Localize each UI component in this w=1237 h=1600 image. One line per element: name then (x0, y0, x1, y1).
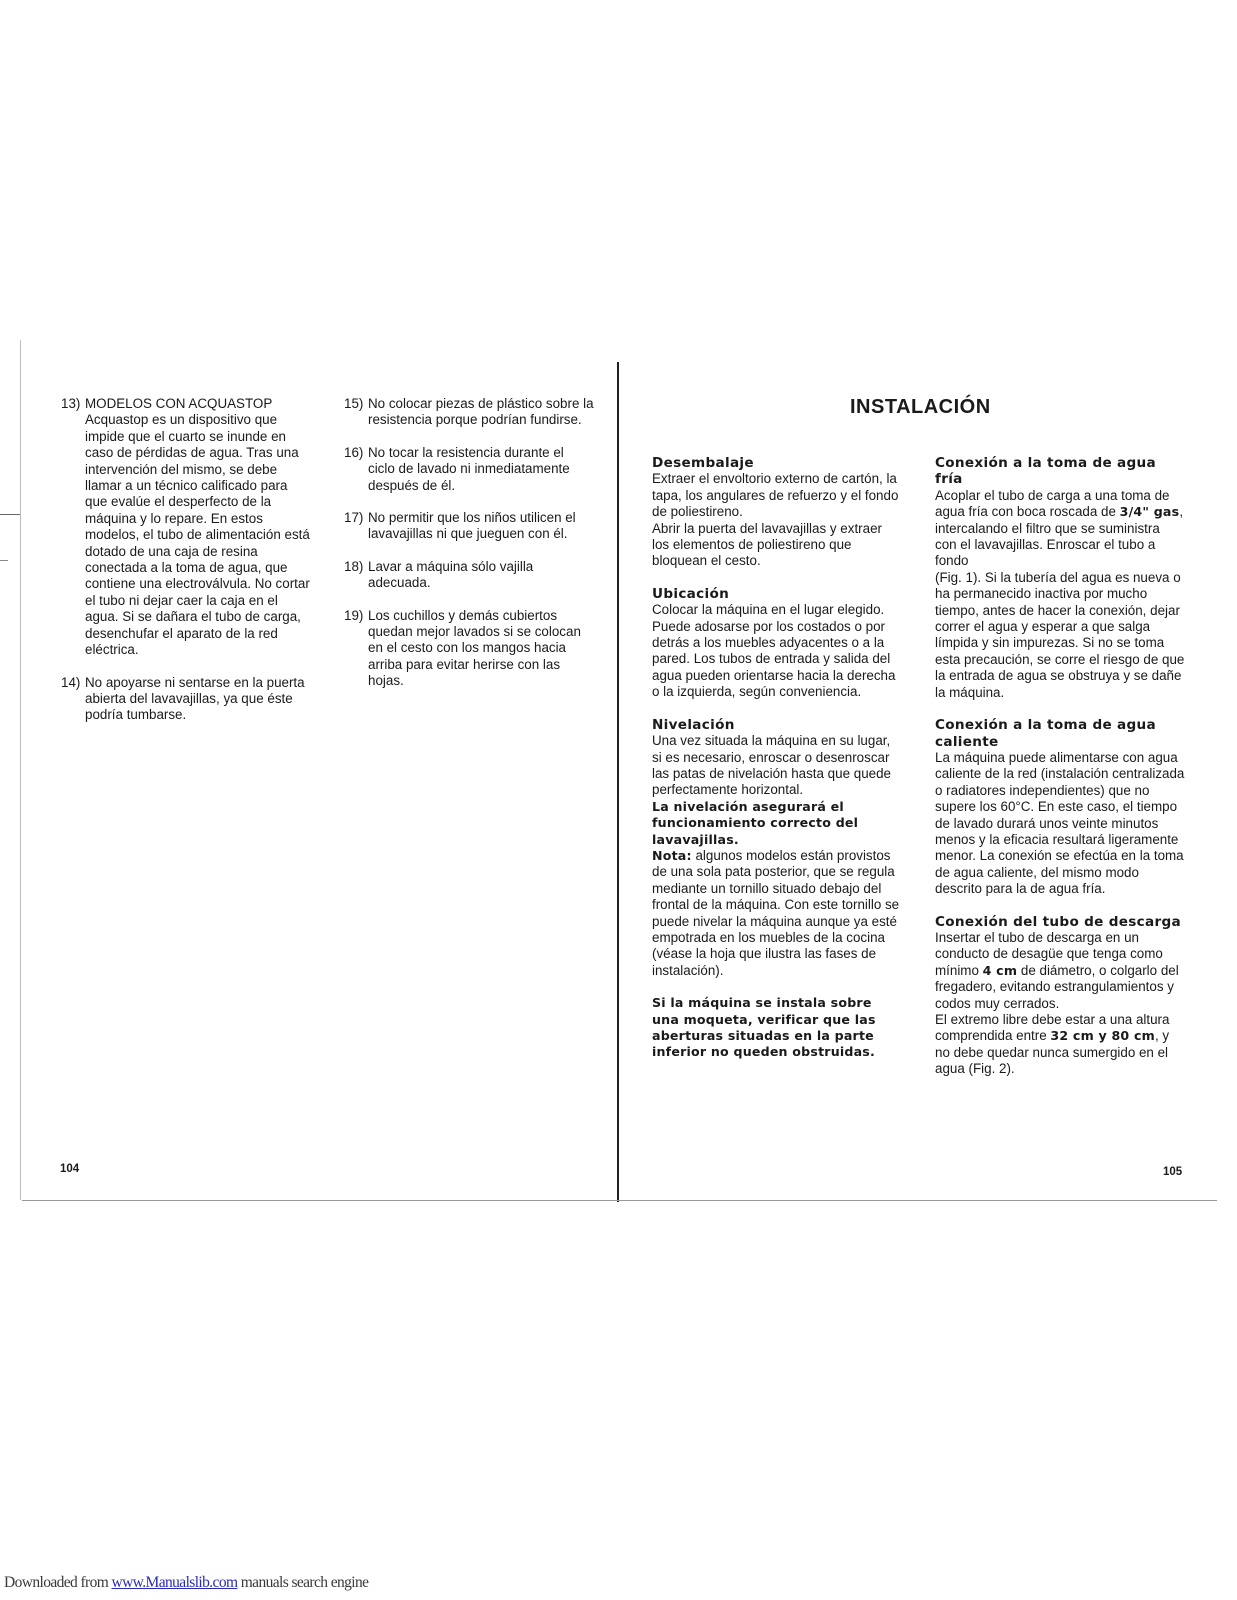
page-number-left: 104 (60, 1163, 80, 1175)
text-run: Insertar el tubo de descarga en un conducto de desagüe que tenga como mínimo (935, 929, 1163, 978)
list-item (61, 675, 311, 724)
section-heading: Conexión del tubo de descarga (935, 913, 1181, 930)
item-number: 13) (61, 396, 81, 411)
paragraph: Una vez situada la máquina en su lugar, si es necesario, enroscar o desenroscar las patas de nivelación hasta que quede perfectamente horizontal. (652, 733, 891, 798)
section-heading: Conexión a la toma de agua fría (935, 455, 1157, 488)
list-item (344, 559, 594, 592)
page-title: INSTALACIÓN (850, 396, 991, 418)
section-agua-caliente (935, 717, 1185, 897)
bold-run: 32 cm y 80 cm (1050, 1028, 1155, 1044)
manualslib-link[interactable]: www.Manualslib.com (111, 1574, 238, 1591)
paragraph: Colocar la máquina en el lugar elegido. Puede adosarse por los costados o por detrás a los muebles adyacentes o a la pared. Los tubos de entrada y salida del agua pueden orientarse hacia la derecha o la izquierda, según conveniencia. (652, 602, 896, 700)
paragraph: (Fig. 1). Si la tubería del agua es nueva o ha permanecido inactiva por mucho tiempo, antes de hacer la conexión, dejar correr el agua y esperar a que salga límpida y sin impurezas. Si no se toma esta precaución, se corre el riesgo de que la entrada de agua se obstruya y se dañe la máquina. (935, 569, 1185, 700)
note-label: Nota: (652, 847, 692, 863)
right-page-column-1 (652, 455, 900, 1077)
section-heading: Conexión a la toma de agua caliente (935, 717, 1157, 750)
list-item (344, 510, 594, 543)
left-margin-line (20, 340, 21, 1200)
right-page-column-2 (935, 455, 1185, 1094)
section-heading: Ubicación (652, 585, 730, 602)
item-number: 14) (61, 674, 81, 690)
footer-suffix: manuals search engine (237, 1574, 369, 1591)
bold-run: 4 cm (982, 962, 1018, 978)
bold-paragraph: La nivelación asegurará el funcionamiento correcto del lavavajillas. (652, 798, 859, 847)
text-run: El extremo libre debe estar a una altura comprendida entre (935, 1012, 1170, 1044)
page-number-right: 105 (1163, 1166, 1183, 1178)
section-ubicacion (652, 586, 900, 701)
item-number: 16) (344, 444, 364, 460)
item-number: 19) (344, 607, 364, 623)
item-number: 18) (344, 558, 364, 574)
section-moqueta (652, 995, 900, 1061)
margin-tick (0, 560, 8, 561)
text-run: de diámetro, o colgarlo del fregadero, evitando estrangulamientos y codos muy cerrados. (935, 962, 1179, 1011)
paragraph (935, 1012, 1185, 1078)
warning-paragraph: Si la máquina se instala sobre una moqueta, verificar que las aberturas situadas en la parte inferior no queden obstruidas. (652, 995, 876, 1060)
list-item (61, 396, 311, 659)
item-number: 17) (344, 510, 364, 526)
paragraph: Extraer el envoltorio externo de cartón, la tapa, los angulares de refuerzo y el fondo de poliestireno. (652, 471, 899, 520)
download-footer (4, 1574, 368, 1592)
item-number: 15) (344, 396, 364, 411)
section-tubo-descarga (935, 914, 1185, 1078)
text-run: , intercalando el filtro que se suministra con el lavavajillas. Enroscar el tubo a fondo (935, 504, 1184, 569)
text-run: , y no debe quedar nunca sumergido en el agua (Fig. 2). (935, 1028, 1170, 1077)
item-text: No tocar la resistencia durante el ciclo de lavado ni inmediatamente después de él. (368, 444, 570, 493)
note-paragraph (652, 848, 900, 979)
item-text: Los cuchillos y demás cubiertos quedan mejor lavados si se colocan en el cesto con los mangos hacia arriba para evitar herirse con las hojas. (368, 607, 581, 689)
section-agua-fria (935, 455, 1185, 701)
paragraph: Abrir la puerta del lavavajillas y extraer los elementos de poliestireno que bloquean el cesto. (652, 520, 882, 569)
item-text: No apoyarse ni sentarse en la puerta abierta del lavavajillas, ya que éste podría tumbarse. (85, 674, 305, 723)
page-fold-line (617, 362, 619, 1202)
note-text: algunos modelos están provistos de una sola pata posterior, que se regula mediante un tornillo situado debajo del frontal de la máquina. Con este tornillo se puede nivelar la máquina aunque ya esté empotrada en los muebles de la cocina (véase la hoja que ilustra las fases de instalación). (652, 847, 900, 978)
list-item (344, 608, 594, 690)
item-text: Lavar a máquina sólo vajilla adecuada. (368, 558, 534, 591)
item-text: MODELOS CON ACQUASTOP Acquastop es un dispositivo que impide que el cuarto se inunde en caso de pérdidas de agua. Tras una intervención del mismo, se debe llamar a un técnico calificado para que evalúe el desperfecto de la máquina y lo repare. En estos modelos, el tubo de alimentación está dotado de una caja de resina conectada a la toma de agua, que contiene una electroválvula. No cortar el tubo ni dejar caer la caja en el agua. Si se dañara el tubo de carga, desenchufar el aparato de la red eléctrica. (85, 396, 310, 658)
left-page-column-1 (61, 396, 311, 740)
section-desembalaje (652, 455, 900, 570)
bottom-edge-line (22, 1200, 1217, 1201)
section-nivelacion (652, 717, 900, 980)
paragraph: La máquina puede alimentarse con agua caliente de la red (instalación centralizada o radiatores independientes) que no supere los 60°C. En este caso, el tiempo de lavado durará unos veinte minutos menos y la eficacia resultará ligeramente menor. La conexión se efectúa en la toma de agua caliente, del mismo modo descrito para la de agua fría. (935, 749, 1185, 897)
paragraph (935, 488, 1185, 570)
margin-tick (0, 514, 20, 515)
item-text: No colocar piezas de plástico sobre la resistencia porque podrían fundirse. (368, 396, 594, 428)
paragraph (935, 930, 1185, 1012)
section-heading: Nivelación (652, 716, 735, 733)
text-run: Acoplar el tubo de carga a una toma de agua fría con boca roscada de (935, 487, 1170, 520)
footer-prefix: Downloaded from (4, 1574, 112, 1591)
list-item (344, 396, 594, 429)
list-item (344, 445, 594, 494)
bold-run: 3/4" gas (1119, 504, 1180, 520)
section-heading: Desembalaje (652, 455, 754, 471)
item-text: No permitir que los niños utilicen el lavavajillas ni que jueguen con él. (368, 510, 576, 542)
left-page-column-2 (344, 396, 594, 706)
